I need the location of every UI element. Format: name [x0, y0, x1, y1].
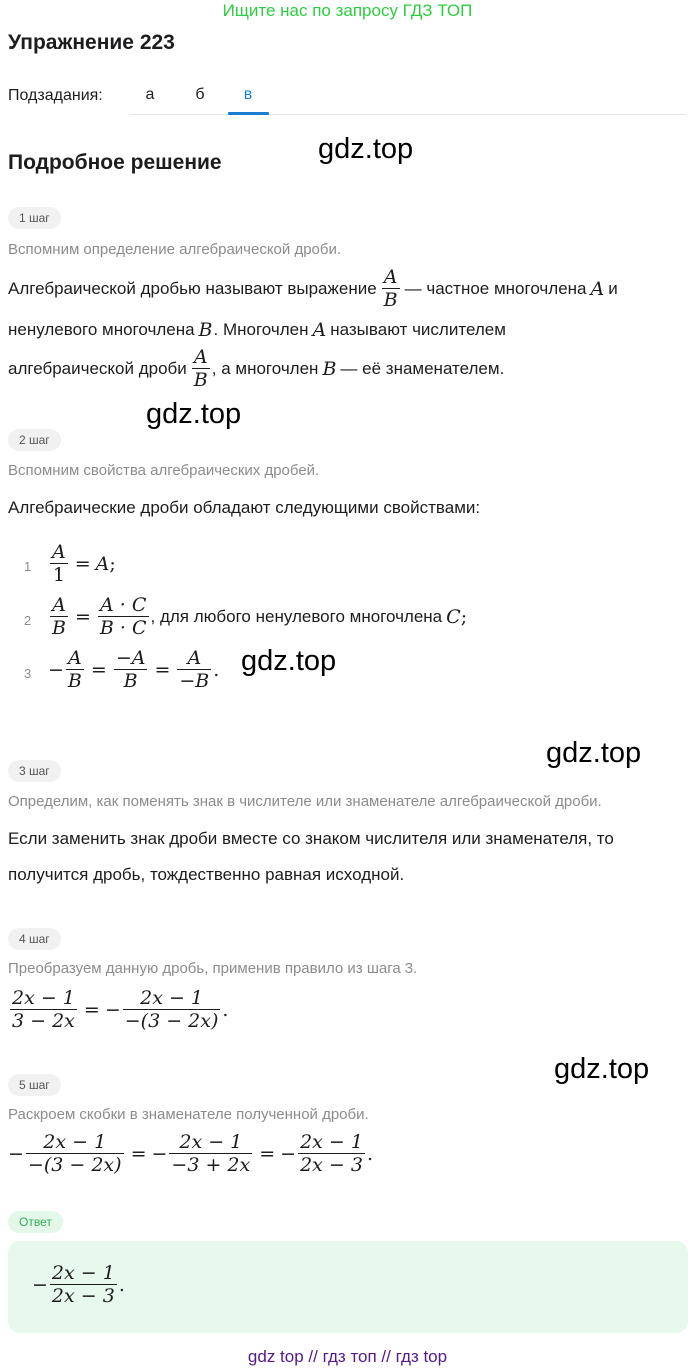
step-text: Алгебраической дробью называют выражение $\frac{A}{B}$ — частное многочлена A и — [8, 266, 618, 311]
watermark: gdz.top — [546, 737, 642, 769]
step-badge: 5 шаг — [8, 1074, 61, 1096]
watermark: gdz.top — [146, 398, 242, 430]
list-number: 2 — [24, 613, 32, 628]
step-badge: 2 шаг — [8, 429, 61, 451]
step5-equation: − $\frac{2x - 1}{-(3 - 2x)}$ = − $\frac{2x - 1}{-3 + 2x}$ = − $\frac{2x - 1}{2x - 3}$ . — [8, 1131, 374, 1176]
step-text: получится дробь, тождественно равная исходной. — [8, 865, 405, 884]
tab-v[interactable]: в — [243, 86, 253, 103]
answer-formula: − $\frac{2x - 1}{2x - 3}$ . — [32, 1262, 125, 1307]
fraction-a-over-b: $\frac{A}{B}$ — [383, 266, 398, 311]
step-hint: Вспомним определение алгебраической дроби. — [8, 241, 342, 258]
page-title: Упражнение 223 — [8, 31, 175, 54]
step-hint: Раскроем скобки в знаменателе полученной дроби. — [8, 1106, 369, 1123]
tab-a[interactable]: а — [145, 86, 155, 103]
step-hint: Преобразуем данную дробь, применив правило из шага 3 . — [8, 960, 418, 977]
property-3: − $\frac{A}{B}$ = $\frac{-A}{B}$ = $\frac{A}{-B}$ . — [48, 647, 220, 692]
subtasks-label: Подзадания: — [8, 87, 103, 104]
footer-links[interactable]: gdz top // гдз топ // гдз top — [247, 1347, 448, 1366]
watermark: gdz.top — [554, 1053, 650, 1085]
step-hint: Вспомним свойства алгебраических дробей. — [8, 462, 320, 479]
step-badge: 4 шаг — [8, 928, 61, 950]
tabs-divider — [130, 114, 685, 115]
list-number: 1 — [24, 559, 32, 574]
step4-equation: $\frac{2x - 1}{3 - 2x}$ = − $\frac{2x - 1}{-(3 - 2x)}$ . — [12, 987, 229, 1032]
section-title: Подробное решение — [8, 151, 222, 174]
watermark: gdz.top — [318, 133, 414, 165]
step-text: Если заменить знак дроби вместе со знаком числителя или знаменателя, то — [8, 829, 614, 848]
property-1: $\frac{A}{1}$ = A ; — [52, 541, 116, 586]
step-badge: 1 шаг — [8, 207, 61, 229]
promo-banner[interactable]: Ищите нас по запросу ГДЗ ТОП — [222, 1, 473, 20]
active-tab-indicator — [228, 112, 269, 115]
step-hint: Определим, как поменять знак в числителе или знаменателе алгебраической дроби. — [8, 793, 602, 810]
step-text: Алгебраические дроби обладают следующими свойствами: — [8, 498, 481, 517]
answer-badge: Ответ — [8, 1211, 63, 1233]
watermark: gdz.top — [241, 645, 337, 677]
list-number: 3 — [24, 666, 32, 681]
step-text: алгебраической дроби $\frac{A}{B}$ , а многочлен B — её знаменателем. — [8, 346, 505, 391]
property-2: $\frac{A}{B}$ = $\frac{A \cdot C}{B \cdot C}$ , для любого ненулевого многочлена C ; — [52, 594, 468, 639]
step-text: ненулевого многочлена B . Многочлен A называют числителем — [8, 319, 506, 341]
fraction-a-over-b: $\frac{A}{B}$ — [193, 346, 208, 391]
tab-b[interactable]: б — [195, 86, 205, 103]
step-badge: 3 шаг — [8, 760, 61, 782]
